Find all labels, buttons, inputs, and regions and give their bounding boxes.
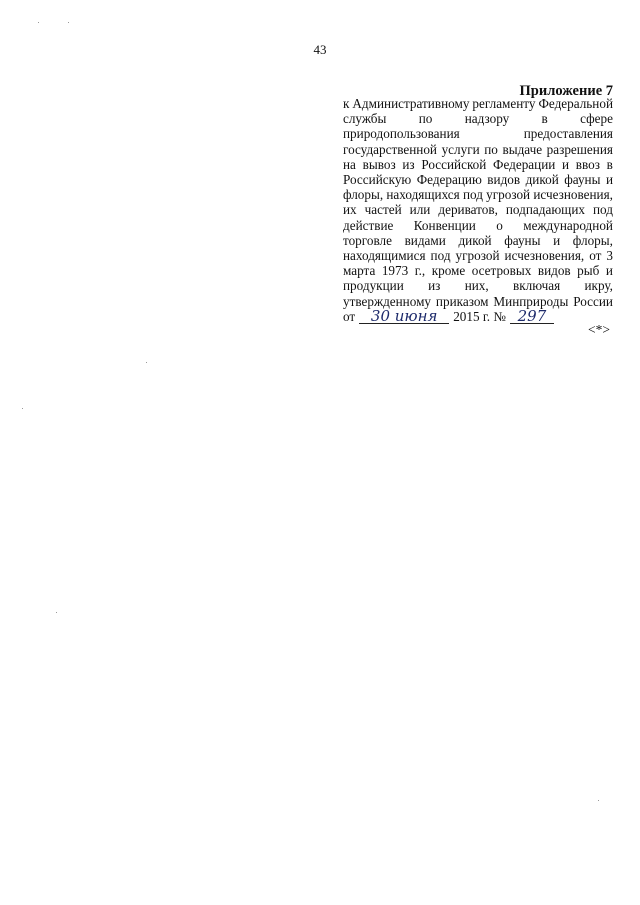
appendix-word: из	[402, 156, 415, 172]
appendix-word: икру,	[584, 278, 613, 294]
appendix-word: их	[343, 202, 357, 218]
appendix-word: видов	[537, 263, 571, 279]
appendix-word: кроме	[431, 263, 466, 279]
scan-speck	[22, 408, 23, 409]
appendix-line	[343, 202, 613, 217]
appendix-word: 3	[606, 248, 613, 264]
appendix-word: фауны	[504, 232, 541, 248]
appendix-word: дикой	[458, 232, 492, 248]
appendix-word: или	[409, 202, 431, 218]
handwritten-date: 30 июня	[359, 309, 449, 324]
appendix-word: дикой	[525, 172, 559, 188]
appendix-word: ввоз	[575, 156, 600, 172]
appendix-lines	[343, 96, 613, 309]
scan-speck	[38, 22, 39, 23]
appendix-word: от	[589, 248, 602, 264]
appendix-word: надзору	[464, 111, 510, 127]
footnote-marker: <*>	[588, 322, 610, 337]
scan-speck	[598, 800, 599, 801]
scan-speck	[56, 612, 57, 613]
page-number: 43	[313, 42, 327, 57]
appendix-word: рыб	[577, 263, 600, 279]
appendix-word: услуги	[441, 141, 480, 157]
appendix-word: видов	[487, 172, 521, 188]
appendix-word: предоставления	[523, 126, 613, 142]
handwritten-order-number: 297	[510, 309, 554, 324]
appendix-line	[343, 111, 613, 126]
appendix-line	[343, 233, 613, 248]
appendix-word: фауны	[564, 172, 601, 188]
appendix-word: видами	[404, 232, 446, 248]
scan-speck	[146, 362, 147, 363]
appendix-word: о	[496, 217, 503, 233]
year-text: 2015 г. №	[453, 308, 506, 324]
appendix-word: из	[428, 278, 441, 294]
appendix-word: исчезновения,	[504, 248, 585, 264]
appendix-word: природопользования	[343, 126, 460, 142]
appendix-line	[343, 157, 613, 172]
appendix-word: Федерацию	[416, 172, 482, 188]
appendix-line	[343, 96, 613, 111]
appendix-word: флоры,	[572, 232, 613, 248]
appendix-word: действие	[343, 217, 394, 233]
scan-speck	[68, 22, 69, 23]
appendix-word: вывоз	[362, 156, 396, 172]
appendix-word: приказом	[435, 293, 489, 309]
appendix-word: в	[541, 111, 548, 127]
appendix-word: частей	[364, 202, 402, 218]
appendix-word: в	[606, 156, 613, 172]
appendix-word: марта	[343, 263, 376, 279]
appendix-word: угрозой	[486, 187, 531, 203]
appendix-word: регламенту	[472, 96, 536, 111]
appendix-word: исчезновения,	[533, 187, 613, 203]
appendix-word: России	[573, 293, 613, 309]
appendix-word: включая	[513, 278, 561, 294]
date-prefix: от	[343, 308, 356, 324]
appendix-word: Минприроды	[493, 293, 569, 309]
appendix-word: к	[343, 96, 350, 111]
appendix-word: службы	[343, 111, 387, 127]
appendix-word: торговле	[343, 232, 392, 248]
date-line	[343, 309, 613, 324]
appendix-word: и	[605, 172, 613, 188]
appendix-word: угрозой	[455, 248, 500, 264]
appendix-word: продукции	[343, 278, 404, 294]
appendix-word: под	[430, 248, 451, 264]
appendix-line	[343, 126, 613, 141]
appendix-word: под	[462, 187, 483, 203]
appendix-line	[343, 142, 613, 157]
appendix-line	[343, 187, 613, 202]
appendix-title: Приложение 7	[519, 83, 613, 99]
appendix-line	[343, 172, 613, 187]
appendix-word: Федеральной	[538, 96, 613, 111]
appendix-word: разрешения	[546, 141, 613, 157]
appendix-word: по	[484, 141, 498, 157]
appendix-word: под	[593, 202, 613, 218]
appendix-line	[343, 278, 613, 293]
appendix-word: утвержденному	[343, 293, 432, 309]
appendix-word: сфере	[580, 111, 613, 127]
appendix-word: находящихся	[386, 187, 460, 203]
appendix-word: Российскую	[343, 172, 412, 188]
appendix-word: и	[562, 156, 570, 172]
appendix-word: Федерации	[493, 156, 556, 172]
appendix-word: находящимися	[343, 248, 426, 264]
appendix-line	[343, 263, 613, 278]
appendix-word: по	[418, 111, 433, 127]
appendix-word: подпадающих	[505, 202, 585, 218]
appendix-word: государственной	[343, 141, 437, 157]
appendix-word: Российской	[421, 156, 487, 172]
appendix-word: и	[605, 263, 613, 279]
appendix-text-block	[343, 96, 613, 324]
appendix-word: и	[553, 232, 561, 248]
appendix-word: выдаче	[502, 141, 543, 157]
appendix-word: Конвенции	[413, 217, 476, 233]
appendix-word: на	[343, 156, 356, 172]
appendix-word: международной	[523, 217, 613, 233]
appendix-word: Административному	[352, 96, 470, 111]
appendix-line	[343, 218, 613, 233]
appendix-word: флоры,	[343, 187, 384, 203]
appendix-word: них,	[464, 278, 489, 294]
appendix-word: 1973	[381, 263, 409, 279]
appendix-word: осетровых	[471, 263, 532, 279]
appendix-line	[343, 248, 613, 263]
appendix-word: г.,	[414, 263, 426, 279]
appendix-word: дериватов,	[438, 202, 498, 218]
